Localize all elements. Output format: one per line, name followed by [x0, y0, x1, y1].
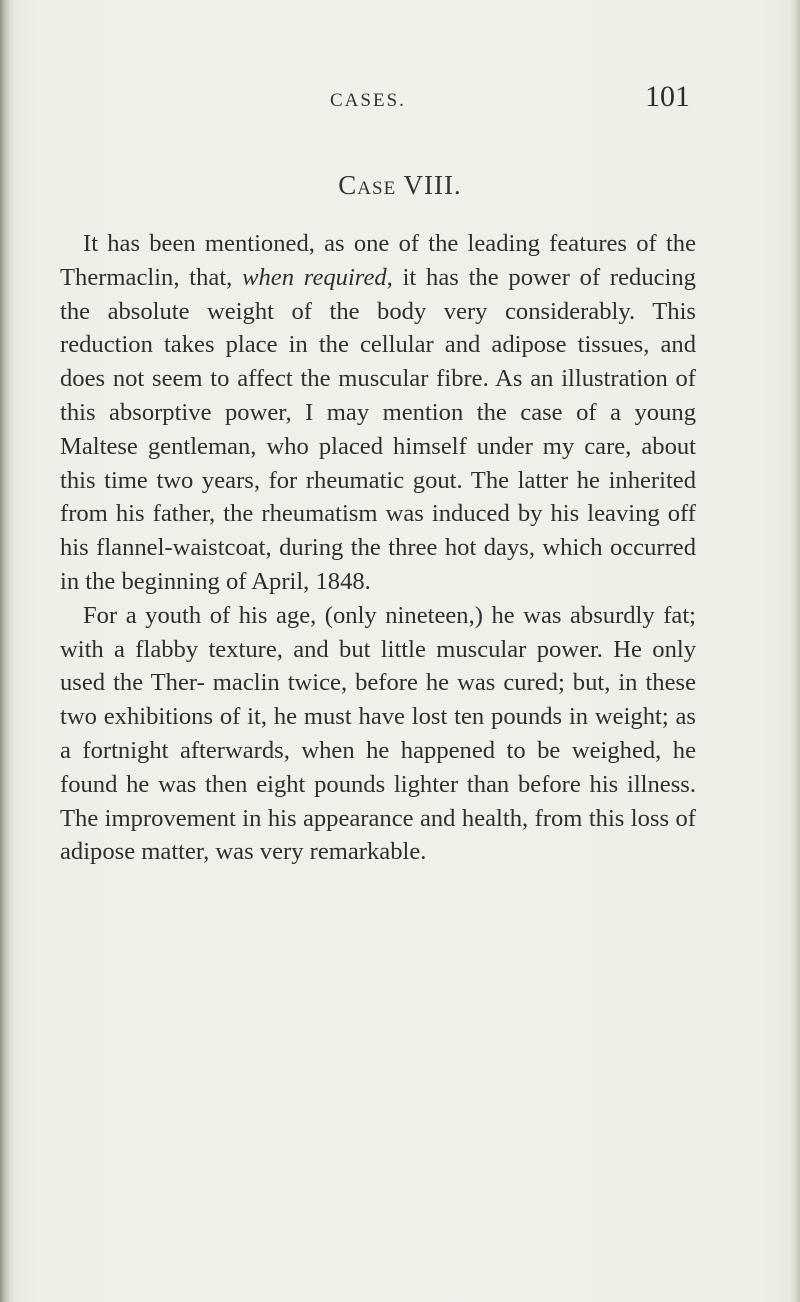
- case-heading: Case VIII.: [338, 170, 462, 200]
- page-number: 101: [645, 80, 690, 113]
- paragraph-1-rest: it has the power of reducing the absolute weight of the body very considerably. This reduction takes place in the cellular and adipose tissues, and does not seem to affect the muscular fibre. As an illustration of this absorptive power, I may mention the case of a young Maltese gentleman, who placed himself under my care, about this time two years, for rheumatic gout. The latter he inherited from his father, the rheumatism was induced by his leaving off his flannel-waistcoat, during the three hot days, which occurred in the beginning of April, 1848.: [60, 263, 696, 595]
- italic-emphasis: when required,: [242, 263, 393, 291]
- paragraph-1: [60, 227, 696, 599]
- paragraph-2: For a youth of his age, (only nineteen,) he was absurdly fat; with a flabby texture, and but little muscular power. He only used the Ther- maclin twice, before he was cured; but, in these two exhibitions of it, he must have lost ten pounds in weight; as a fortnight afterwards, when he happened to be weighed, he found he was then eight pounds lighter than before his illness. The improvement in his appearance and health, from this loss of adipose matter, was very remarkable.: [60, 601, 696, 866]
- page-header: [320, 80, 690, 120]
- paragraph-1-start: It has been mentioned, as one of the leading features of the Thermaclin, that,: [60, 230, 696, 291]
- body-text: [60, 227, 696, 869]
- running-head: CASES.: [330, 90, 406, 111]
